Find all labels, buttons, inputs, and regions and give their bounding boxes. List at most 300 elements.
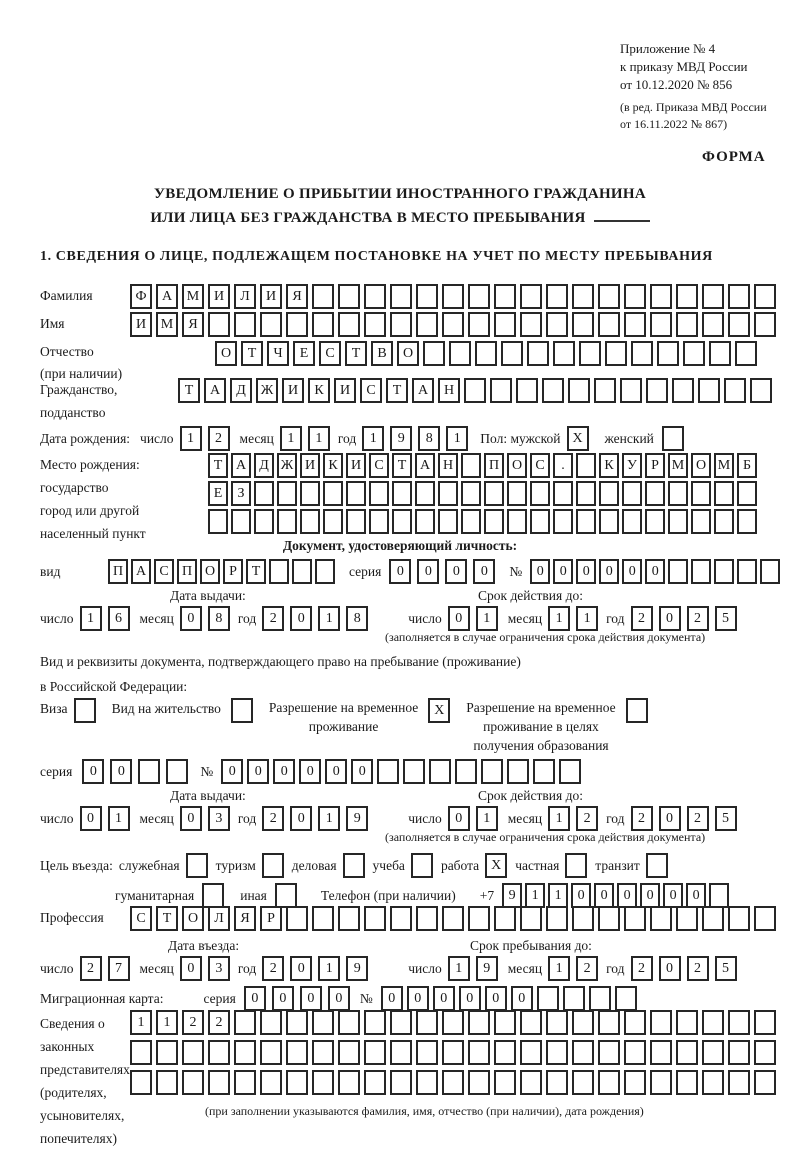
char-box[interactable]: М [156, 312, 178, 337]
char-box[interactable] [594, 378, 616, 403]
char-box[interactable]: 1 [576, 606, 598, 631]
char-box[interactable] [312, 312, 334, 337]
char-box[interactable] [494, 284, 516, 309]
char-box[interactable] [275, 883, 297, 908]
char-box[interactable] [369, 481, 389, 506]
char-box[interactable]: 7 [108, 956, 130, 981]
char-box[interactable] [750, 378, 772, 403]
char-box[interactable] [702, 312, 724, 337]
char-box[interactable]: 0 [663, 883, 683, 908]
char-box[interactable] [622, 509, 642, 534]
char-box[interactable] [553, 341, 575, 366]
char-box[interactable] [292, 559, 312, 584]
char-box[interactable] [286, 906, 308, 931]
char-box[interactable]: 2 [80, 956, 102, 981]
char-box[interactable]: 1 [448, 956, 470, 981]
char-box[interactable] [546, 1010, 568, 1035]
char-box[interactable] [605, 341, 627, 366]
char-box[interactable] [260, 1040, 282, 1065]
char-box[interactable]: 0 [110, 759, 132, 784]
char-box[interactable] [702, 1040, 724, 1065]
char-box[interactable]: И [334, 378, 356, 403]
char-box[interactable] [369, 509, 389, 534]
char-box[interactable]: 0 [576, 559, 596, 584]
char-box[interactable]: 1 [318, 806, 340, 831]
char-box[interactable] [442, 1010, 464, 1035]
char-box[interactable] [507, 759, 529, 784]
char-box[interactable] [429, 759, 451, 784]
char-box[interactable]: X [567, 426, 589, 451]
char-box[interactable] [416, 1040, 438, 1065]
char-box[interactable] [650, 312, 672, 337]
char-box[interactable]: В [371, 341, 393, 366]
char-box[interactable]: К [308, 378, 330, 403]
char-box[interactable]: Т [386, 378, 408, 403]
char-box[interactable]: 3 [208, 806, 230, 831]
char-box[interactable]: Ф [130, 284, 152, 309]
char-box[interactable] [343, 853, 365, 878]
char-box[interactable] [728, 906, 750, 931]
char-box[interactable]: 0 [433, 986, 455, 1011]
char-box[interactable] [646, 378, 668, 403]
char-box[interactable]: 0 [299, 759, 321, 784]
char-box[interactable]: 8 [346, 606, 368, 631]
char-box[interactable]: 0 [180, 806, 202, 831]
char-box[interactable]: П [484, 453, 504, 478]
char-box[interactable]: Р [645, 453, 665, 478]
char-box[interactable] [737, 509, 757, 534]
char-box[interactable]: 0 [273, 759, 295, 784]
char-box[interactable] [589, 986, 611, 1011]
char-box[interactable] [631, 341, 653, 366]
char-box[interactable]: 0 [659, 956, 681, 981]
char-box[interactable]: 0 [645, 559, 665, 584]
char-box[interactable]: 0 [272, 986, 294, 1011]
char-box[interactable]: 2 [208, 1010, 230, 1035]
char-box[interactable] [254, 481, 274, 506]
char-box[interactable] [416, 1070, 438, 1095]
char-box[interactable]: Е [208, 481, 228, 506]
char-box[interactable] [530, 509, 550, 534]
char-box[interactable]: И [130, 312, 152, 337]
char-box[interactable] [754, 284, 776, 309]
char-box[interactable] [208, 509, 228, 534]
char-box[interactable] [231, 698, 253, 723]
char-box[interactable]: 1 [548, 606, 570, 631]
char-box[interactable] [468, 1070, 490, 1095]
char-box[interactable] [438, 481, 458, 506]
char-box[interactable] [520, 312, 542, 337]
char-box[interactable] [572, 284, 594, 309]
char-box[interactable] [364, 1010, 386, 1035]
char-box[interactable] [728, 312, 750, 337]
char-box[interactable] [312, 284, 334, 309]
char-box[interactable] [494, 906, 516, 931]
char-box[interactable] [626, 698, 648, 723]
char-box[interactable] [468, 284, 490, 309]
char-box[interactable] [468, 312, 490, 337]
char-box[interactable] [546, 284, 568, 309]
char-box[interactable] [346, 509, 366, 534]
char-box[interactable] [598, 284, 620, 309]
char-box[interactable] [576, 481, 596, 506]
char-box[interactable] [234, 1070, 256, 1095]
char-box[interactable] [202, 883, 224, 908]
char-box[interactable] [442, 284, 464, 309]
char-box[interactable] [377, 759, 399, 784]
char-box[interactable]: 2 [262, 806, 284, 831]
char-box[interactable]: Ж [256, 378, 278, 403]
char-box[interactable] [423, 341, 445, 366]
char-box[interactable] [501, 341, 523, 366]
char-box[interactable] [572, 1040, 594, 1065]
char-box[interactable] [138, 759, 160, 784]
char-box[interactable]: 0 [599, 559, 619, 584]
char-box[interactable] [572, 312, 594, 337]
char-box[interactable] [455, 759, 477, 784]
char-box[interactable]: И [260, 284, 282, 309]
char-box[interactable]: М [182, 284, 204, 309]
char-box[interactable] [364, 906, 386, 931]
char-box[interactable] [390, 1070, 412, 1095]
char-box[interactable] [668, 559, 688, 584]
char-box[interactable]: 9 [502, 883, 522, 908]
char-box[interactable] [494, 1010, 516, 1035]
char-box[interactable] [668, 509, 688, 534]
char-box[interactable]: 0 [473, 559, 495, 584]
char-box[interactable]: 0 [221, 759, 243, 784]
char-box[interactable] [598, 1070, 620, 1095]
char-box[interactable] [702, 1070, 724, 1095]
char-box[interactable]: 1 [156, 1010, 178, 1035]
char-box[interactable]: 0 [290, 956, 312, 981]
char-box[interactable] [683, 341, 705, 366]
char-box[interactable]: Н [438, 378, 460, 403]
char-box[interactable] [364, 312, 386, 337]
char-box[interactable]: 9 [346, 956, 368, 981]
char-box[interactable]: 2 [687, 806, 709, 831]
char-box[interactable] [186, 853, 208, 878]
char-box[interactable] [702, 1010, 724, 1035]
char-box[interactable] [260, 1010, 282, 1035]
char-box[interactable] [691, 559, 711, 584]
char-box[interactable] [507, 481, 527, 506]
char-box[interactable]: Л [208, 906, 230, 931]
char-box[interactable]: 0 [659, 806, 681, 831]
char-box[interactable]: 2 [182, 1010, 204, 1035]
char-box[interactable]: А [412, 378, 434, 403]
char-box[interactable] [74, 698, 96, 723]
char-box[interactable]: 0 [82, 759, 104, 784]
char-box[interactable]: 0 [180, 606, 202, 631]
char-box[interactable] [672, 378, 694, 403]
char-box[interactable]: С [369, 453, 389, 478]
char-box[interactable] [390, 1010, 412, 1035]
char-box[interactable]: М [714, 453, 734, 478]
char-box[interactable] [657, 341, 679, 366]
char-box[interactable] [622, 481, 642, 506]
char-box[interactable]: 0 [290, 606, 312, 631]
char-box[interactable] [559, 759, 581, 784]
char-box[interactable] [390, 906, 412, 931]
char-box[interactable] [277, 481, 297, 506]
char-box[interactable]: 9 [346, 806, 368, 831]
char-box[interactable]: 1 [476, 806, 498, 831]
char-box[interactable]: 0 [594, 883, 614, 908]
char-box[interactable] [728, 1010, 750, 1035]
char-box[interactable]: Т [345, 341, 367, 366]
char-box[interactable] [676, 284, 698, 309]
char-box[interactable]: К [599, 453, 619, 478]
char-box[interactable] [676, 1010, 698, 1035]
char-box[interactable]: 1 [80, 606, 102, 631]
char-box[interactable] [572, 1070, 594, 1095]
char-box[interactable]: 0 [389, 559, 411, 584]
char-box[interactable] [691, 481, 711, 506]
char-box[interactable]: 1 [362, 426, 384, 451]
char-box[interactable]: 0 [300, 986, 322, 1011]
char-box[interactable] [338, 906, 360, 931]
char-box[interactable] [645, 481, 665, 506]
char-box[interactable] [624, 1070, 646, 1095]
char-box[interactable] [403, 759, 425, 784]
char-box[interactable]: 0 [351, 759, 373, 784]
char-box[interactable] [468, 1040, 490, 1065]
char-box[interactable] [494, 1040, 516, 1065]
char-box[interactable] [754, 1010, 776, 1035]
char-box[interactable] [650, 906, 672, 931]
char-box[interactable] [130, 1070, 152, 1095]
char-box[interactable]: Т [241, 341, 263, 366]
char-box[interactable]: 0 [571, 883, 591, 908]
char-box[interactable] [737, 481, 757, 506]
char-box[interactable]: 1 [180, 426, 202, 451]
char-box[interactable] [464, 378, 486, 403]
char-box[interactable]: У [622, 453, 642, 478]
char-box[interactable] [714, 559, 734, 584]
char-box[interactable] [754, 906, 776, 931]
char-box[interactable] [724, 378, 746, 403]
char-box[interactable] [490, 378, 512, 403]
char-box[interactable]: О [507, 453, 527, 478]
char-box[interactable] [390, 284, 412, 309]
char-box[interactable]: 0 [328, 986, 350, 1011]
char-box[interactable]: С [360, 378, 382, 403]
char-box[interactable]: 1 [318, 606, 340, 631]
char-box[interactable] [416, 312, 438, 337]
char-box[interactable] [442, 312, 464, 337]
char-box[interactable] [364, 1070, 386, 1095]
char-box[interactable] [598, 1040, 620, 1065]
char-box[interactable]: 1 [308, 426, 330, 451]
char-box[interactable] [533, 759, 555, 784]
char-box[interactable] [286, 312, 308, 337]
char-box[interactable] [364, 1040, 386, 1065]
char-box[interactable] [650, 1070, 672, 1095]
char-box[interactable]: 2 [631, 956, 653, 981]
char-box[interactable]: Ч [267, 341, 289, 366]
char-box[interactable] [676, 1070, 698, 1095]
char-box[interactable]: Т [156, 906, 178, 931]
char-box[interactable]: И [282, 378, 304, 403]
char-box[interactable]: П [108, 559, 128, 584]
char-box[interactable] [598, 312, 620, 337]
char-box[interactable] [338, 1010, 360, 1035]
char-box[interactable]: О [215, 341, 237, 366]
char-box[interactable] [234, 1040, 256, 1065]
char-box[interactable]: Я [286, 284, 308, 309]
char-box[interactable] [156, 1070, 178, 1095]
char-box[interactable] [598, 1010, 620, 1035]
char-box[interactable]: З [231, 481, 251, 506]
char-box[interactable] [537, 986, 559, 1011]
char-box[interactable]: 0 [459, 986, 481, 1011]
char-box[interactable]: Т [178, 378, 200, 403]
char-box[interactable] [234, 312, 256, 337]
char-box[interactable]: 1 [476, 606, 498, 631]
char-box[interactable]: 0 [244, 986, 266, 1011]
char-box[interactable] [182, 1040, 204, 1065]
char-box[interactable] [676, 906, 698, 931]
char-box[interactable] [438, 509, 458, 534]
char-box[interactable] [565, 853, 587, 878]
char-box[interactable] [260, 1070, 282, 1095]
char-box[interactable]: К [323, 453, 343, 478]
char-box[interactable] [468, 1010, 490, 1035]
char-box[interactable] [338, 284, 360, 309]
char-box[interactable] [714, 481, 734, 506]
char-box[interactable] [481, 759, 503, 784]
char-box[interactable] [461, 481, 481, 506]
char-box[interactable] [691, 509, 711, 534]
char-box[interactable] [364, 284, 386, 309]
char-box[interactable] [208, 1070, 230, 1095]
char-box[interactable] [300, 481, 320, 506]
char-box[interactable] [390, 312, 412, 337]
char-box[interactable] [520, 1070, 542, 1095]
char-box[interactable]: 0 [686, 883, 706, 908]
char-box[interactable]: И [208, 284, 230, 309]
char-box[interactable] [461, 453, 481, 478]
char-box[interactable]: 8 [208, 606, 230, 631]
char-box[interactable]: 0 [485, 986, 507, 1011]
char-box[interactable]: Б [737, 453, 757, 478]
char-box[interactable] [254, 509, 274, 534]
char-box[interactable]: Я [234, 906, 256, 931]
char-box[interactable]: 0 [247, 759, 269, 784]
char-box[interactable] [714, 509, 734, 534]
char-box[interactable] [494, 1070, 516, 1095]
char-box[interactable]: Ж [277, 453, 297, 478]
char-box[interactable]: . [553, 453, 573, 478]
char-box[interactable]: 1 [318, 956, 340, 981]
char-box[interactable] [754, 1070, 776, 1095]
char-box[interactable] [520, 906, 542, 931]
char-box[interactable]: О [200, 559, 220, 584]
char-box[interactable]: А [204, 378, 226, 403]
char-box[interactable] [312, 906, 334, 931]
char-box[interactable]: 1 [548, 806, 570, 831]
char-box[interactable] [449, 341, 471, 366]
char-box[interactable] [576, 453, 596, 478]
char-box[interactable] [507, 509, 527, 534]
char-box[interactable] [624, 1010, 646, 1035]
char-box[interactable]: 0 [290, 806, 312, 831]
char-box[interactable] [520, 284, 542, 309]
char-box[interactable]: 8 [418, 426, 440, 451]
char-box[interactable]: 0 [640, 883, 660, 908]
char-box[interactable] [624, 1040, 646, 1065]
char-box[interactable] [615, 986, 637, 1011]
char-box[interactable] [286, 1010, 308, 1035]
char-box[interactable]: 0 [622, 559, 642, 584]
char-box[interactable]: 0 [80, 806, 102, 831]
char-box[interactable] [546, 1040, 568, 1065]
char-box[interactable]: С [530, 453, 550, 478]
char-box[interactable] [442, 906, 464, 931]
char-box[interactable] [516, 378, 538, 403]
char-box[interactable] [572, 906, 594, 931]
char-box[interactable] [579, 341, 601, 366]
char-box[interactable] [461, 509, 481, 534]
char-box[interactable]: Д [230, 378, 252, 403]
char-box[interactable] [760, 559, 780, 584]
char-box[interactable] [624, 906, 646, 931]
char-box[interactable] [315, 559, 335, 584]
char-box[interactable] [392, 509, 412, 534]
char-box[interactable]: 0 [659, 606, 681, 631]
char-box[interactable] [208, 312, 230, 337]
char-box[interactable]: 2 [687, 956, 709, 981]
char-box[interactable]: 1 [525, 883, 545, 908]
char-box[interactable] [346, 481, 366, 506]
char-box[interactable] [231, 509, 251, 534]
char-box[interactable]: М [668, 453, 688, 478]
char-box[interactable]: 2 [631, 606, 653, 631]
char-box[interactable] [650, 1040, 672, 1065]
char-box[interactable] [262, 853, 284, 878]
char-box[interactable]: 6 [108, 606, 130, 631]
char-box[interactable]: А [131, 559, 151, 584]
char-box[interactable]: П [177, 559, 197, 584]
char-box[interactable] [286, 1070, 308, 1095]
char-box[interactable]: 1 [548, 956, 570, 981]
char-box[interactable] [546, 1070, 568, 1095]
char-box[interactable]: А [231, 453, 251, 478]
char-box[interactable] [676, 1040, 698, 1065]
char-box[interactable] [645, 509, 665, 534]
char-box[interactable] [182, 1070, 204, 1095]
char-box[interactable]: Я [182, 312, 204, 337]
char-box[interactable] [563, 986, 585, 1011]
char-box[interactable] [286, 1040, 308, 1065]
char-box[interactable]: 5 [715, 806, 737, 831]
char-box[interactable] [416, 1010, 438, 1035]
char-box[interactable]: И [300, 453, 320, 478]
char-box[interactable] [698, 378, 720, 403]
char-box[interactable]: 2 [576, 956, 598, 981]
char-box[interactable] [411, 853, 433, 878]
char-box[interactable] [668, 481, 688, 506]
char-box[interactable] [728, 284, 750, 309]
char-box[interactable]: 1 [108, 806, 130, 831]
char-box[interactable] [576, 509, 596, 534]
char-box[interactable] [546, 906, 568, 931]
char-box[interactable]: О [182, 906, 204, 931]
char-box[interactable] [754, 312, 776, 337]
char-box[interactable] [338, 1040, 360, 1065]
char-box[interactable]: Н [438, 453, 458, 478]
